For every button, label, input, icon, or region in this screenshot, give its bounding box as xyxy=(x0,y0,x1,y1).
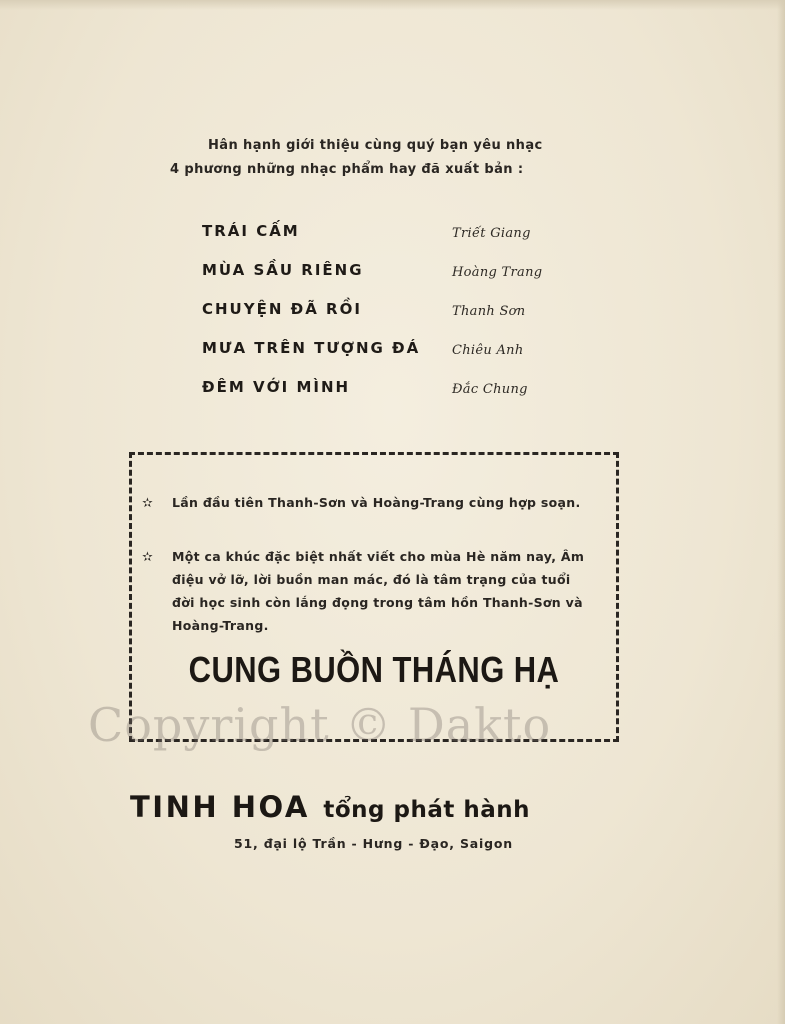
intro-text xyxy=(150,134,590,182)
publisher-line xyxy=(130,790,650,824)
song-item xyxy=(202,378,582,417)
song-title: MÙA SẦU RIÊNG xyxy=(202,261,364,279)
song-list xyxy=(202,222,582,417)
copyright-watermark: Copyright © Dakto xyxy=(88,698,552,752)
promo-item-text: Một ca khúc đặc biệt nhất viết cho mùa Hè năm nay, Âm điệu vở lỡ, lời buồn man mác, đó là tâm trạng của tuổi đời học sinh còn lắng đọng trong tâm hồn Thanh-Sơn và Hoàng-Trang. xyxy=(172,549,585,633)
promo-item-text: Lần đầu tiên Thanh-Sơn và Hoàng-Trang cùng hợp soạn. xyxy=(172,495,581,510)
publisher-brand: TINH HOA xyxy=(130,790,310,824)
star-icon: ✫ xyxy=(142,550,154,565)
intro-line-1: Hân hạnh giới thiệu cùng quý bạn yêu nhạc xyxy=(208,138,543,153)
song-author: Chiêu Anh xyxy=(452,343,524,358)
song-title: TRÁI CẤM xyxy=(202,222,300,240)
song-title: CHUYỆN ĐÃ RỒI xyxy=(202,300,362,318)
feature-song-title: CUNG BUỒN THÁNG HẠ xyxy=(188,649,560,690)
song-author: Đắc Chung xyxy=(452,382,528,397)
song-title: MƯA TRÊN TƯỢNG ĐÁ xyxy=(202,339,421,357)
intro-line-2: 4 phương những nhạc phẩm hay đã xuất bản : xyxy=(170,162,524,177)
song-author: Thanh Sơn xyxy=(452,304,526,319)
star-icon: ✫ xyxy=(142,496,154,511)
page-edge-shadow-top xyxy=(0,0,785,10)
song-title: ĐÊM VỚI MÌNH xyxy=(202,378,351,396)
song-item xyxy=(202,300,582,339)
publisher-role: tổng phát hành xyxy=(323,797,531,823)
promo-item xyxy=(142,491,592,514)
song-author: Hoàng Trang xyxy=(452,265,543,280)
song-item xyxy=(202,222,582,261)
promo-item xyxy=(142,545,592,637)
song-author: Triết Giang xyxy=(452,226,531,241)
song-item xyxy=(202,261,582,300)
publisher-address: 51, đại lộ Trần - Hưng - Đạo, Saigon xyxy=(234,836,513,851)
page-edge-shadow-right xyxy=(777,0,785,1024)
song-item xyxy=(202,339,582,378)
